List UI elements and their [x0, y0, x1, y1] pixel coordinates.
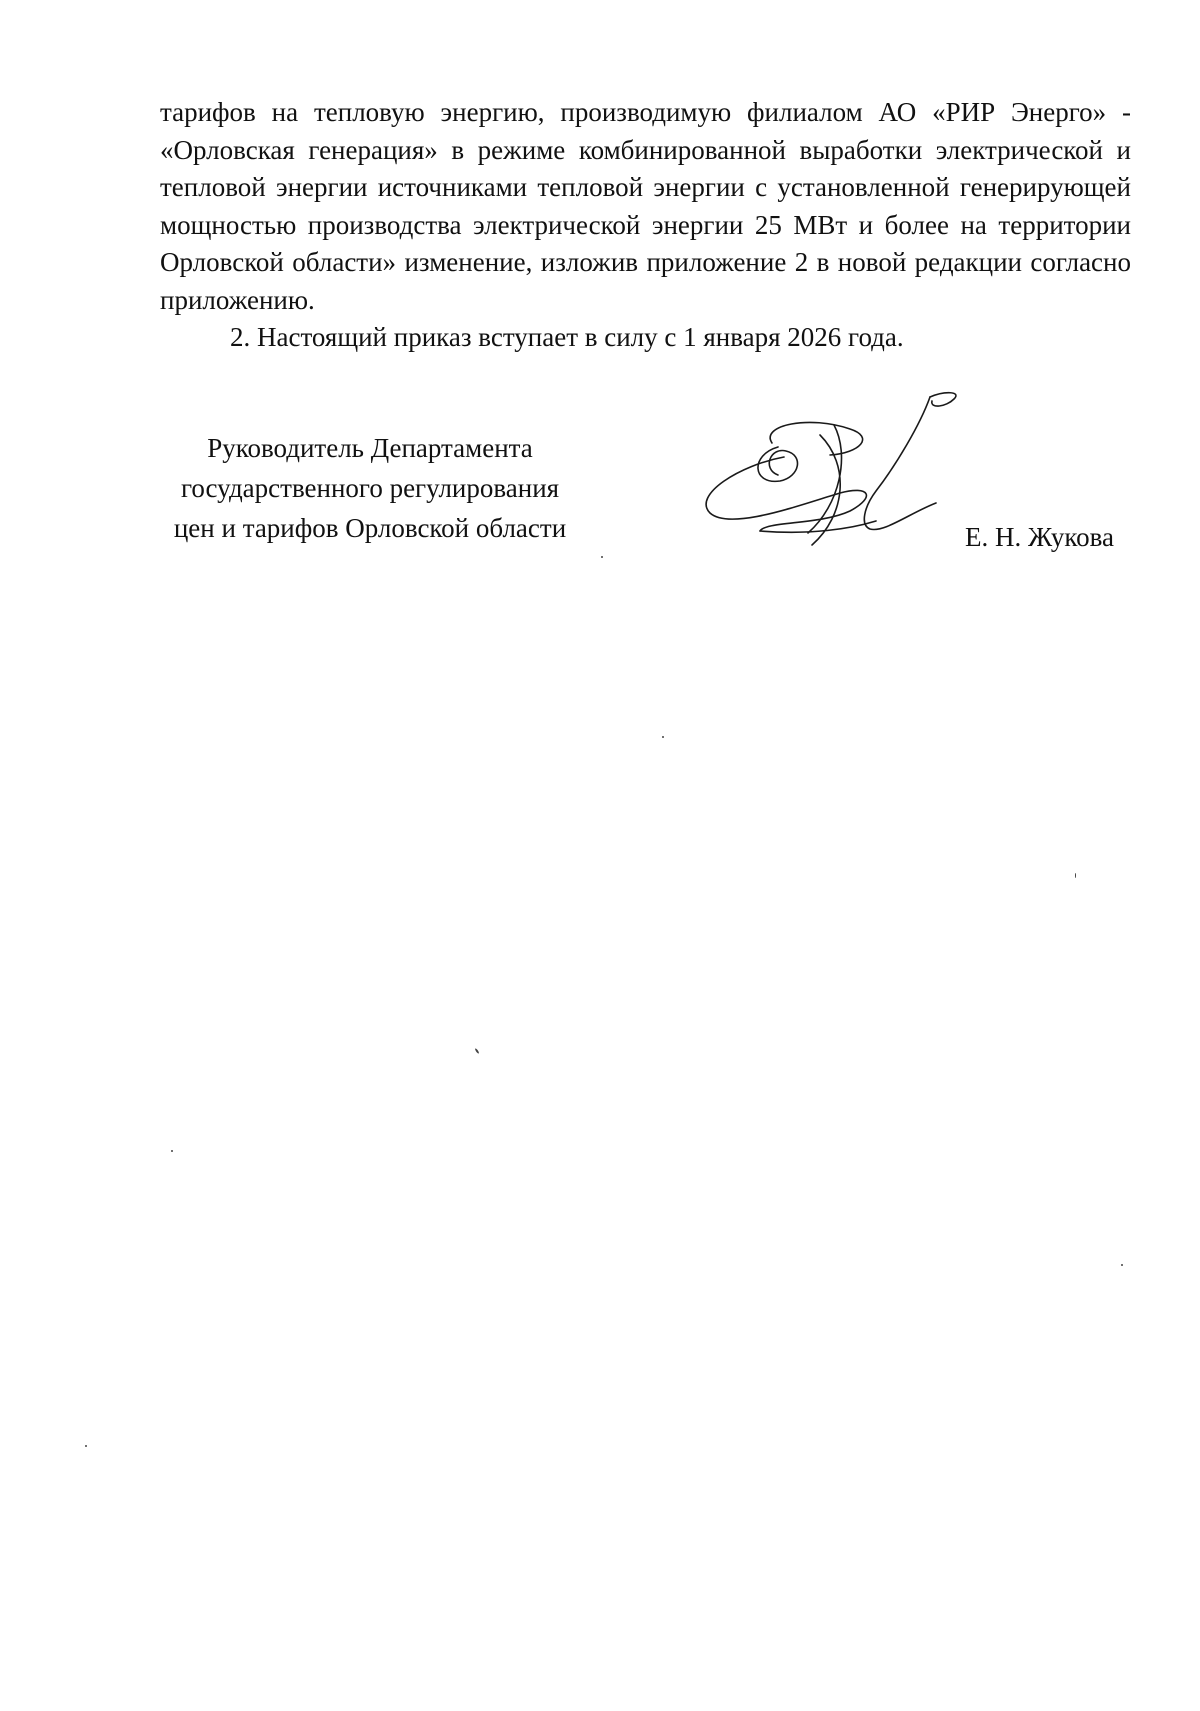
scan-speck — [171, 1150, 173, 1152]
scan-speck — [1075, 873, 1076, 878]
scan-speck — [662, 736, 664, 738]
signatory-title — [150, 428, 590, 548]
signatory-title-line-2: государственного регулирования — [180, 473, 560, 503]
scan-speck — [474, 1048, 479, 1054]
handwritten-signature — [700, 385, 1000, 565]
scan-speck — [85, 1445, 87, 1447]
signatory-title-line-3: цен и тарифов Орловской области — [173, 513, 567, 543]
paragraph-continuation: тарифов на тепловую энергию, производимую филиалом АО «РИР Энерго» - «Орловская генерация» в режиме комбинированной выработки электрической и тепловой энергии источниками тепловой энергии с установленной генерирующей мощностью производства электрической энергии 25 МВт и более на территории Орловской области» изменение, изложив приложение 2 в новой редакции согласно приложению. — [160, 97, 1131, 315]
scan-speck — [1121, 1264, 1123, 1266]
signer-name: Е. Н. Жукова — [965, 522, 1114, 552]
document-body — [160, 94, 1131, 357]
signatory-title-line-1: Руководитель Департамента — [207, 433, 533, 463]
scan-speck — [601, 556, 603, 558]
paragraph-effective-date: 2. Настоящий приказ вступает в силу с 1 января 2026 года. — [230, 322, 904, 352]
